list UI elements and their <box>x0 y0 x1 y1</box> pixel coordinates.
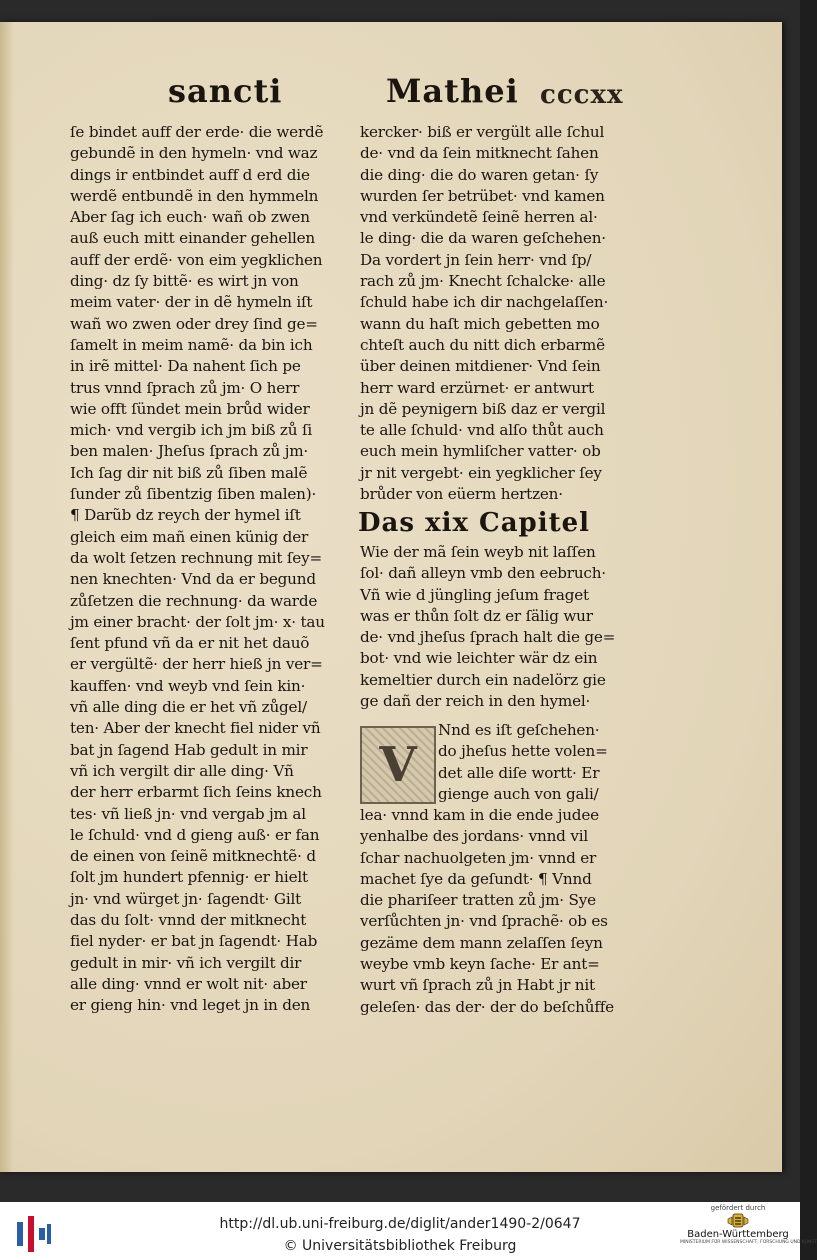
text-line: wañ wo zwen oder drey ſind ge= <box>70 314 318 333</box>
text-line: geleſen· das der· der do beſchůffe <box>360 997 614 1016</box>
text-line: über deinen mitdiener· Vnd ſein <box>360 357 601 376</box>
text-line: gebundẽ in den hymeln· vnd waz <box>70 144 318 163</box>
text-line: ſent pfund vñ da er nit het dauõ <box>70 634 310 653</box>
text-line: vñ ich vergilt dir alle ding· Vñ <box>70 761 294 780</box>
text-line: auß euch mitt einander gehellen <box>70 229 316 248</box>
text-line: lea· vnnd kam in die ende judee <box>360 806 599 824</box>
text-line: de· vnd jheſus ſprach halt die ge= <box>360 628 616 647</box>
funder-ministry: MINISTERIUM FÜR WISSENSCHAFT, FORSCHUNG UND KUNST <box>680 1240 817 1245</box>
text-line: auff der erdẽ· von eim yegklichen <box>70 250 323 269</box>
text-line: rach zů jm· Knecht ſchalcke· alle <box>360 272 606 291</box>
copyright-notice: © Universitätsbibliothek Freiburg <box>283 1238 517 1254</box>
right-text-column-bottom <box>360 805 632 1018</box>
text-line: bat jn ſagend Hab gedult in mir <box>70 740 308 759</box>
text-line: wann du haſt mich gebetten mo <box>360 314 600 333</box>
funded-by-label: gefördert durch <box>710 1204 766 1212</box>
text-line: ding· dz ſy bittẽ· es wirt jn von <box>70 272 299 291</box>
text-line: ¶ Darũb dz reych der hymel iſt <box>70 506 301 525</box>
text-line: gienge auch von gali/ <box>438 784 599 803</box>
text-line: ſolt jm hundert pfennig· er hielt <box>70 868 308 887</box>
text-line: jm einer bracht· der ſolt jm· x· tau <box>70 612 325 631</box>
text-line: euch mein hymliſcher vatter· ob <box>360 442 601 461</box>
woodcut-initial-frame <box>360 726 436 804</box>
text-line: wurt vñ ſprach zů jn Habt jr nit <box>360 976 595 995</box>
text-line: nen knechten· Vnd da er begund <box>70 570 316 589</box>
text-line: jn dẽ peynigern biß daz er vergil <box>360 399 606 418</box>
left-text-column <box>70 122 350 1016</box>
text-line: da wolt ſetzen rechnung mit ſey= <box>70 548 322 567</box>
text-line: jr nit vergebt· ein yegklicher ſey <box>360 463 602 482</box>
text-line: bot· vnd wie leichter wär dz ein <box>360 649 598 668</box>
text-line: tes· vñ ließ jn· vnd vergab jm al <box>70 804 306 823</box>
funder-name: Baden-Württemberg <box>687 1229 789 1240</box>
funder-logo[interactable] <box>680 1204 817 1258</box>
text-line: gleich eim mañ einen künig der <box>70 527 309 546</box>
running-head-center: Mathei <box>386 72 519 110</box>
text-line: mich· vnd vergib ich jm biß zů ſi <box>70 421 313 440</box>
text-line: kemeltier durch ein nadelörz gie <box>360 670 606 689</box>
text-line: ſunder zů ſibentzig ſiben malen)· <box>70 485 317 504</box>
permalink-url[interactable]: http://dl.ub.uni-freiburg.de/diglit/ander1490-2/0647 <box>219 1216 581 1232</box>
folio-number: cccxx <box>540 80 624 110</box>
text-line: vñ alle ding die er het vñ zůgel/ <box>70 698 307 717</box>
text-line: Da vordert jn ſein herr· vnd ſp/ <box>360 250 592 269</box>
text-line: in irẽ mittel· Da nahent ſich pe <box>70 357 301 376</box>
text-line: chteſt auch du nitt dich erbarmẽ <box>360 335 605 354</box>
text-line: das du ſolt· vnnd der mitknecht <box>70 910 307 929</box>
text-line: werdẽ entbundẽ in den hymmeln <box>70 186 319 205</box>
text-line: de· vnd da ſein mitknecht ſahen <box>360 144 599 163</box>
text-line: zůſetzen die rechnung· da warde <box>70 591 318 610</box>
text-line: gedult in mir· vñ ich vergilt dir <box>70 953 302 972</box>
text-line: er vergültẽ· der herr hieß jn ver= <box>70 655 323 674</box>
right-text-column-top <box>360 122 632 505</box>
text-line: wurden ſer betrübet· vnd kamen <box>360 186 605 205</box>
page-gutter-shadow <box>0 22 14 1172</box>
text-line: Nnd es iſt geſchehen· <box>438 721 600 739</box>
text-line: weybe vmb keyn ſache· Er ant= <box>360 955 600 974</box>
text-line: gezäme dem mann zelaſſen ſeyn <box>360 933 603 952</box>
text-line: Aber ſag ich euch· wañ ob zwen <box>70 208 310 227</box>
text-line: ſchar nachuolgeten jm· vnnd er <box>360 848 597 867</box>
text-line: ge dañ der reich in den hymel· <box>360 692 591 711</box>
text-line: kercker· biß er vergült alle ſchul <box>360 123 605 141</box>
initial-letter: V <box>379 737 417 793</box>
text-line: te alle ſchuld· vnd alſo thůt auch <box>360 421 604 440</box>
text-line: yenhalbe des jordans· vnnd vil <box>360 827 589 846</box>
coat-of-arms-icon <box>727 1213 749 1229</box>
text-line: kauffen· vnd weyb vnd ſein kin· <box>70 676 306 695</box>
chapter-heading: Das xix Capitel <box>358 508 591 538</box>
text-line: vnd verkündetẽ ſeinẽ herren al· <box>360 208 598 227</box>
text-line: fiel nyder· er bat jn ſagendt· Hab <box>70 932 318 951</box>
text-line: verſůchten jn· vnd ſprachẽ· ob es <box>360 912 608 931</box>
text-line: ben malen· Jheſus ſprach zů jm· <box>70 442 309 461</box>
text-line: Ich ſag dir nit biß zů ſiben malẽ <box>70 463 308 482</box>
text-line: was er thůn ſolt dz er ſälig wur <box>360 606 593 625</box>
text-line: ten· Aber der knecht fiel nider vñ <box>70 719 321 738</box>
decorated-initial <box>360 726 436 804</box>
text-line: die phariſeer tratten zů jm· Sye <box>360 891 596 910</box>
text-line: ſamelt in meim namẽ· da bin ich <box>70 335 313 354</box>
text-line: meim vater· der in dẽ hymeln iſt <box>70 293 313 312</box>
text-line: dings ir entbindet auff d erd die <box>70 165 310 184</box>
text-line: Vñ wie d jüngling jeſum fraget <box>360 585 589 604</box>
text-line: wie offt ſündet mein brůd wider <box>70 399 310 418</box>
text-line: le ſchuld· vnd d gieng auß· er fan <box>70 825 320 844</box>
text-line: ſe bindet auff der erde· die werdẽ <box>70 123 324 141</box>
running-head-left: sancti <box>168 72 283 110</box>
initial-adjacent-lines <box>438 720 638 805</box>
text-line: machet ſye da geſundt· ¶ Vnnd <box>360 869 592 888</box>
text-line: le ding· die da waren geſchehen· <box>360 229 606 248</box>
text-line: er gieng hin· vnd leget jn in den <box>70 996 311 1015</box>
text-line: brůder von eüerm hertzen· <box>360 485 563 504</box>
text-line: trus vnnd ſprach zů jm· O herr <box>70 378 300 397</box>
text-line: ſchuld habe ich dir nachgelaſſen· <box>360 293 609 312</box>
text-line: de einen von ſeinẽ mitknechtẽ· d <box>70 847 316 866</box>
text-line: det alle diſe wortt· Er <box>438 763 600 782</box>
text-line: jn· vnd würget jn· ſagendt· Gilt <box>70 889 302 908</box>
text-line: alle ding· vnnd er wolt nit· aber <box>70 974 307 993</box>
viewer-footer <box>0 1202 817 1260</box>
text-line: der herr erbarmt ſich ſeins knech <box>70 783 322 802</box>
text-line: ſol· dañ alleyn vmb den eebruch· <box>360 564 606 583</box>
text-line: do jheſus hette volen= <box>438 742 608 761</box>
text-line: herr ward erzürnet· er antwurt <box>360 378 594 397</box>
chapter-summary <box>360 542 632 712</box>
text-line: Wie der mã ſein weyb nit laſſen <box>360 543 596 561</box>
text-line: die ding· die do waren getan· ſy <box>360 165 599 184</box>
